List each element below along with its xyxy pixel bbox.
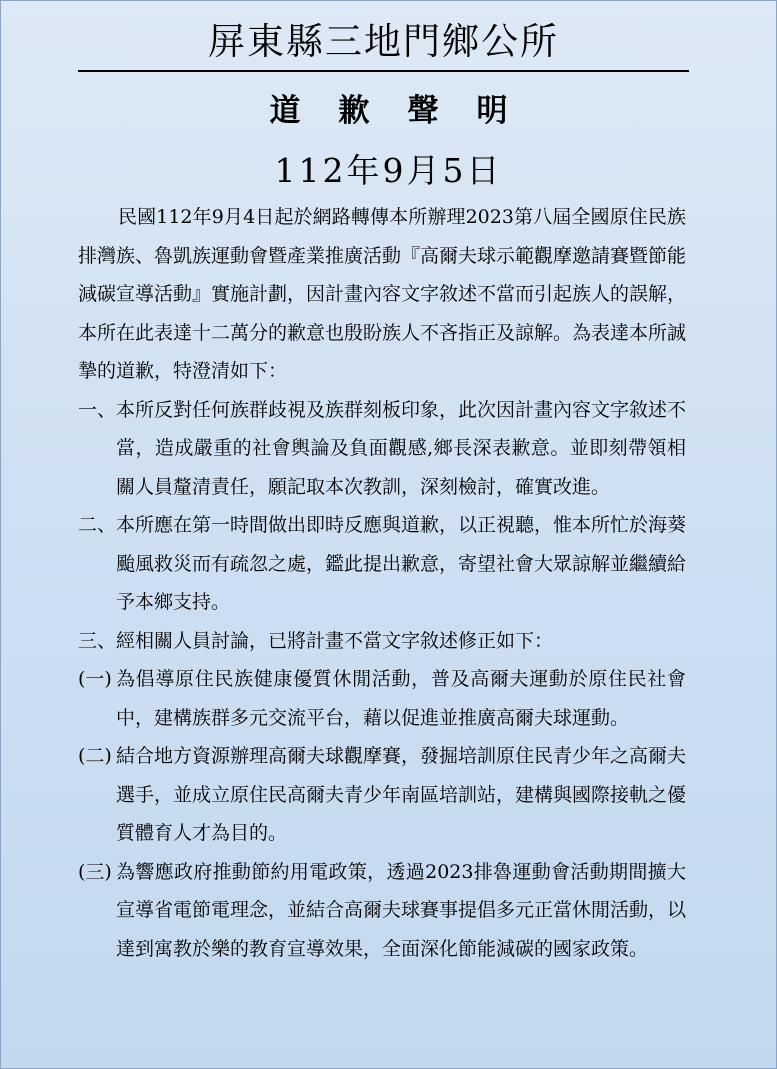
organization-name: 屏東縣三地門鄉公所 [208, 20, 559, 63]
intro-paragraph: 民國112年9月4日起於網路轉傳本所辦理2023第八屆全國原住民族排灣族、魯凱族運動會暨產業推廣活動『高爾夫球示範觀摩邀請賽暨節能減碳宣導活動』實施計劃，因計畫內容文字敘述不當而引起族人的誤解，本所在此表達十二萬分的歉意也殷盼族人不吝指正及諒解。為表達本所誠摯的道歉，特澄清如下： [78, 206, 687, 382]
sub-item-text: 為倡導原住民族健康優質休閒活動，普及高爾夫運動於原住民社會中，建構族群多元交流平台，藉以促進並推廣高爾夫球運動。 [116, 668, 686, 729]
sub-item-3 [78, 853, 686, 969]
list-marker: 二、 [78, 514, 117, 536]
document-title: 道歉聲明 [269, 93, 546, 129]
sub-item-2 [78, 737, 686, 853]
sub-item-marker: (二) [78, 745, 112, 767]
list-item-text: 本所應在第一時間做出即時反應與道歉，以正視聽，惟本所忙於海葵颱風救災而有疏忽之處，鑑此提出歉意，寄望社會大眾諒解並繼續給予本鄉支持。 [116, 514, 687, 613]
sub-item-text: 結合地方資源辦理高爾夫球觀摩賽，發掘培訓原住民青少年之高爾夫選手，並成立原住民高爾夫青少年南區培訓站，建構與國際接軌之優質體育人才為目的。 [116, 745, 687, 844]
list-marker: 三、 [78, 629, 117, 652]
header-divider [78, 70, 689, 72]
list-item-text: 本所反對任何族群歧視及族群刻板印象，此次因計畫內容文字敘述不當，造成嚴重的社會輿論及負面觀感,鄉長深表歉意。並即刻帶領相關人員釐清責任，願記取本次教訓，深刻檢討，確實改進。 [116, 398, 687, 498]
list-item-1 [78, 391, 686, 507]
document-date: 112年9月5日 [274, 151, 503, 190]
sub-item-text: 為響應政府推動節約用電政策，透過2023排魯運動會活動期間擴大宣導省電節電理念，並結合高爾夫球賽事提倡多元正當休閒活動，以達到寓教於樂的教育宣導效果，全面深化節能減碳的國家政策。 [116, 860, 687, 960]
statement-body [78, 198, 686, 968]
list-item-text: 經相關人員討論，已將計畫不當文字敘述修正如下： [116, 629, 554, 652]
sub-item-marker: (一) [78, 668, 112, 690]
list-item-2 [78, 506, 686, 622]
list-marker: 一、 [78, 398, 117, 421]
sub-item-marker: (三) [78, 860, 112, 883]
sub-item-1 [78, 660, 686, 737]
list-item-3 [78, 622, 686, 661]
